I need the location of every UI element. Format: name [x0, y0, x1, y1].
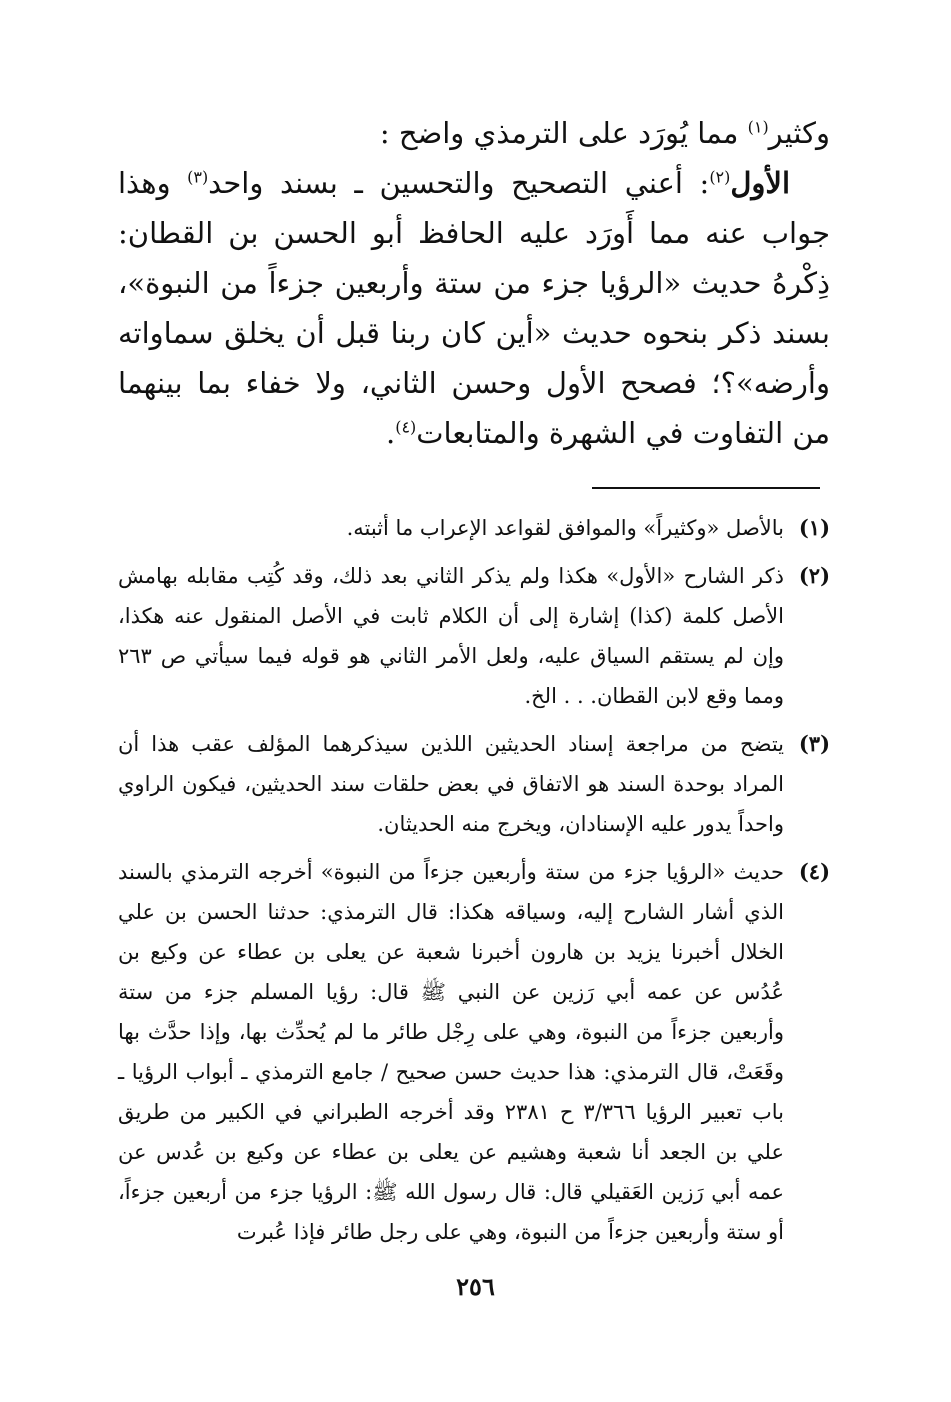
footnote-number: (٢)	[798, 563, 830, 588]
footnote-text: يتضح من مراجعة إسناد الحديثين اللذين سيذكرهما المؤلف عقب هذا أن المراد بوحدة السند هو الاتفاق في بعض حلقات سند الحديثين، فيكون الراوي واحداً يدور عليه الإسنادان، ويخرج منه الحديثان.	[118, 732, 784, 836]
opening-line-text: مما يُورَد على الترمذي واضح :	[379, 116, 748, 150]
paragraph-text-a: : أعني التصحيح والتحسين ـ بسند واحد	[208, 166, 710, 200]
footnote	[118, 556, 830, 716]
opening-line	[118, 108, 830, 158]
footnotes	[118, 508, 830, 1260]
footnote-ref-4: (٤)	[395, 417, 417, 437]
footnote-text: ذكر الشارح «الأول» هكذا ولم يذكر الثاني بعد ذلك، وقد كُتِب مقابله بهامش الأصل كلمة (كذا) إشارة إلى أن الكلام ثابت في الأصل المنقول عنه هكذا، وإن لم يستقم السياق عليه، ولعل الأمر الثاني هو قوله فيما سيأتي ص ٢٦٣ ومما وقع لابن القطان. . . الخ.	[118, 564, 784, 708]
footnote	[118, 852, 830, 1252]
main-text	[118, 108, 830, 458]
footnote	[118, 508, 830, 548]
paragraph-end: .	[386, 416, 396, 450]
page-number: ٢٥٦	[456, 1272, 495, 1301]
footnote-text: بالأصل «وكثيراً» والموافق لقواعد الإعراب ما أثبته.	[346, 516, 784, 540]
footnote-number: (٤)	[798, 859, 830, 884]
main-paragraph	[118, 158, 830, 458]
footnote-ref-2: (٢)	[709, 167, 731, 187]
footnote-number: (١)	[798, 515, 830, 540]
footnote-ref-3: (٣)	[187, 167, 209, 187]
paragraph-text-b: وهذا جواب عنه مما أَورَد عليه الحافظ أبو الحسن بن القطان: ذِكْرهُ حديث «الرؤيا جزء من ستة وأربعين جزءاً من النبوة»، بسند ذكر بنحوه حديث «أين كان ربنا قبل أن يخلق سماواته وأرضه»؟؛ فصحح الأول وحسن الثاني، ولا خفاء بما بينهما من التفاوت في الشهرة والمتابعات	[118, 166, 830, 450]
footnote-ref-1: (١)	[747, 117, 769, 137]
footnote-separator	[592, 487, 820, 489]
opening-word: وكثير	[768, 116, 830, 150]
footnote-text: حديث «الرؤيا جزء من ستة وأربعين جزءاً من النبوة» أخرجه الترمذي بالسند الذي أشار الشارح إليه، وسياقه هكذا: قال الترمذي: حدثنا الحسن بن علي الخلال أخبرنا يزيد بن هارون أخبرنا شعبة عن يعلى بن عطاء عن وكيع بن عُدُس عن عمه أبي رَزين عن النبي ﷺ قال: رؤيا المسلم جزء من ستة وأربعين جزءاً من النبوة، وهي على رِجْل طائر ما لم يُحدِّث بها، وإذا حدَّث بها وقَعَتْ، قال الترمذي: هذا حديث حسن صحيح / جامع الترمذي ـ أبواب الرؤيا ـ باب تعبير الرؤيا ٣/٣٦٦ ح ٢٣٨١ وقد أخرجه الطبراني في الكبير من طريق علي بن الجعد أنا شعبة وهشيم عن يعلى بن عطاء عن وكيع بن عُدس عن عمه أبي رَزين العَقيلي قال: قال رسول الله ﷺ: الرؤيا جزء من أربعين جزءاً، أو ستة وأربعين جزءاً من النبوة، وهي على رجل طائر فإذا عُبرت	[118, 860, 785, 1244]
paragraph-heading: الأول	[730, 166, 790, 200]
footnote-number: (٣)	[798, 731, 830, 756]
footnote	[118, 724, 830, 844]
